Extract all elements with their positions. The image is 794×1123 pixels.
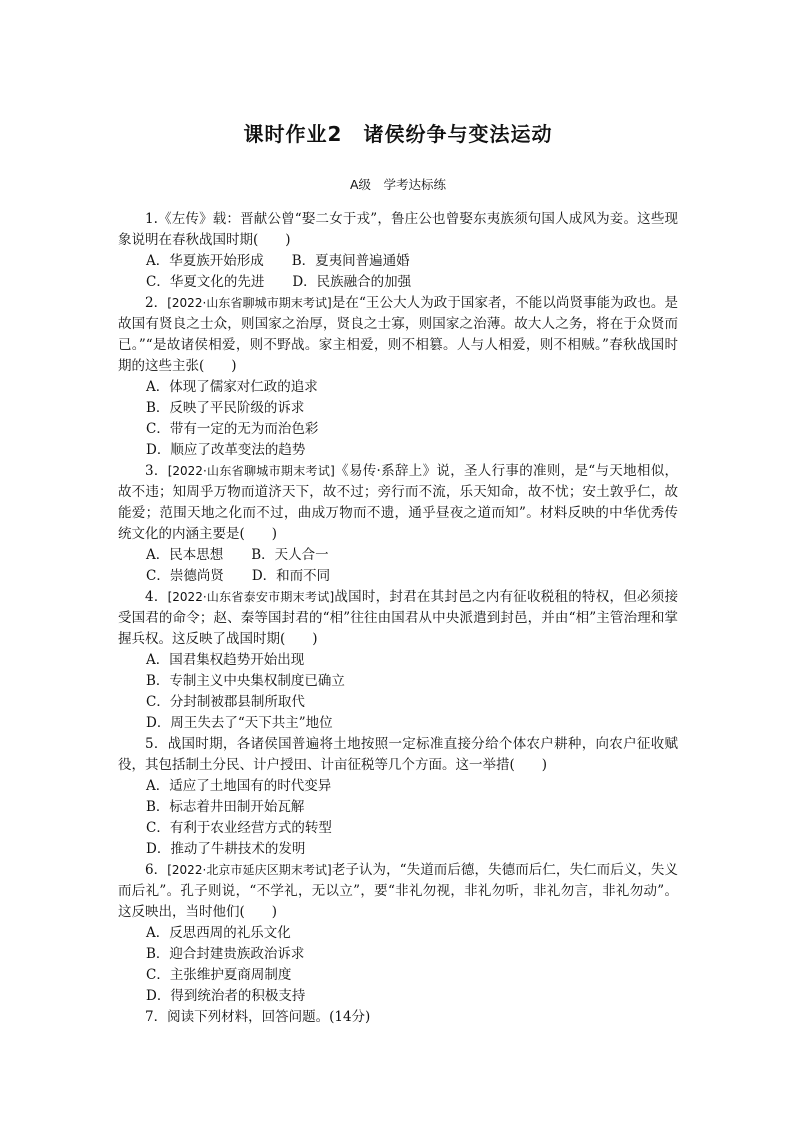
option-list bbox=[118, 650, 678, 734]
question-number: 3． bbox=[145, 463, 168, 479]
answer-option[interactable]: A．民本思想 bbox=[146, 547, 224, 563]
question-source: [2022·山东省泰安市期末考试] bbox=[167, 590, 335, 604]
answer-option[interactable]: D．得到统治者的积极支持 bbox=[146, 988, 306, 1004]
option-row bbox=[118, 692, 678, 713]
answer-option[interactable]: D．和而不同 bbox=[251, 568, 331, 584]
option-row bbox=[118, 272, 678, 293]
question-number: 2． bbox=[145, 295, 168, 311]
option-list bbox=[118, 923, 678, 1007]
answer-option[interactable]: A．国君集权趋势开始出现 bbox=[146, 652, 305, 668]
option-row bbox=[118, 440, 678, 461]
option-row bbox=[118, 398, 678, 419]
answer-option[interactable]: B．迎合封建贵族政治诉求 bbox=[146, 946, 305, 962]
question-number: 1. bbox=[145, 211, 158, 227]
option-row bbox=[118, 797, 678, 818]
question-stem bbox=[118, 293, 678, 377]
question-source: [2022·北京市延庆区期末考试] bbox=[167, 863, 332, 877]
question-text: 阅读下列材料，回答问题。(14分) bbox=[167, 1009, 371, 1025]
answer-option[interactable]: C．主张维护夏商周制度 bbox=[146, 967, 292, 983]
option-list bbox=[118, 251, 678, 293]
option-row bbox=[118, 944, 678, 965]
option-row bbox=[118, 713, 678, 734]
question-number: 6． bbox=[145, 862, 168, 878]
question-block bbox=[118, 209, 678, 293]
option-row bbox=[118, 818, 678, 839]
option-list bbox=[118, 545, 678, 587]
answer-option[interactable]: A．反思西周的礼乐文化 bbox=[146, 925, 291, 941]
question-stem bbox=[118, 587, 678, 650]
question-stem bbox=[118, 1007, 678, 1028]
answer-option[interactable]: D．周王失去了“天下共主”地位 bbox=[146, 715, 333, 731]
question-stem bbox=[118, 734, 678, 776]
question-text: 《左传》载：晋献公曾“娶二女于戎”，鲁庄公也曾娶东夷族须句国人成风为妾。这些现象说明在春秋战国时期( ) bbox=[118, 211, 678, 248]
question-text: 战国时期，各诸侯国普遍将土地按照一定标准直接分给个体农户耕种，向农户征收赋役，其包括制土分民、计户授田、计亩征税等几个方面。这一举措( ) bbox=[118, 736, 679, 773]
question-block bbox=[118, 1007, 678, 1028]
question-number: 7． bbox=[145, 1009, 168, 1025]
option-row bbox=[118, 776, 678, 797]
question-source: [2022·山东省聊城市期末考试] bbox=[167, 296, 332, 310]
answer-option[interactable]: D．顺应了改革变法的趋势 bbox=[146, 442, 306, 458]
question-stem bbox=[118, 461, 678, 545]
answer-option[interactable]: B．标志着井田制开始瓦解 bbox=[146, 799, 305, 815]
answer-option[interactable]: B．天人合一 bbox=[251, 547, 329, 563]
option-row bbox=[118, 923, 678, 944]
option-row bbox=[118, 419, 678, 440]
question-text: 老子认为，“失道而后德，失德而后仁，失仁而后义，失义而后礼”。孔子则说，“不学礼，无以立”，要“非礼勿视，非礼勿听，非礼勿言，非礼勿动”。这反映出，当时他们( ) bbox=[118, 862, 679, 920]
question-block bbox=[118, 860, 678, 1007]
option-row bbox=[118, 839, 678, 860]
answer-option[interactable]: D．民族融合的加强 bbox=[292, 274, 412, 290]
option-row bbox=[118, 545, 678, 566]
page-title: 课时作业2 诸侯纷争与变法运动 bbox=[243, 122, 553, 146]
question-block bbox=[118, 734, 678, 860]
answer-option[interactable]: C．带有一定的无为而治色彩 bbox=[146, 421, 319, 437]
question-block bbox=[118, 461, 678, 587]
question-stem bbox=[118, 209, 678, 251]
question-block bbox=[118, 587, 678, 734]
answer-option[interactable]: C．崇德尚贤 bbox=[146, 568, 224, 584]
question-number: 5． bbox=[145, 736, 168, 752]
option-row bbox=[118, 377, 678, 398]
answer-option[interactable]: C．分封制被郡县制所取代 bbox=[146, 694, 305, 710]
answer-option[interactable]: A．适应了土地国有的时代变异 bbox=[146, 778, 332, 794]
answer-option[interactable]: B．夏夷间普遍通婚 bbox=[291, 253, 410, 269]
question-number: 4． bbox=[145, 589, 168, 605]
worksheet-page bbox=[118, 118, 678, 1028]
option-row bbox=[118, 965, 678, 986]
option-list bbox=[118, 776, 678, 860]
answer-option[interactable]: A．华夏族开始形成 bbox=[146, 253, 264, 269]
option-row bbox=[118, 650, 678, 671]
answer-option[interactable]: C．华夏文化的先进 bbox=[146, 274, 265, 290]
answer-option[interactable]: D．推动了牛耕技术的发明 bbox=[146, 841, 306, 857]
option-row bbox=[118, 566, 678, 587]
option-row bbox=[118, 671, 678, 692]
answer-option[interactable]: B．专制主义中央集权制度已确立 bbox=[146, 673, 345, 689]
question-text: 是在“王公大人为政于国家者，不能以尚贤事能为政也。是故国有贤良之士众，则国家之治厚，贤良之士寡，则国家之治薄。故大人之务，将在于众贤而已。”“是故诸侯相爱，则不野战。家主相爱，则不相篡。人与人相爱，则不相贼。”春秋战国时期的这些主张( ) bbox=[118, 295, 679, 374]
option-row bbox=[118, 986, 678, 1007]
question-stem bbox=[118, 860, 678, 923]
question-list bbox=[118, 209, 678, 1028]
answer-option[interactable]: C．有利于农业经营方式的转型 bbox=[146, 820, 332, 836]
question-source: [2022·山东省聊城市期末考试] bbox=[167, 464, 335, 478]
option-row bbox=[118, 251, 678, 272]
section-heading: A级 学考达标练 bbox=[349, 177, 447, 192]
question-block bbox=[118, 293, 678, 461]
question-text: 战国时，封君在其封邑之内有征收税租的特权，但必须接受国君的命令；赵、秦等国封君的“相”往往由国君从中央派遣到封邑，并由“相”主管治理和掌握兵权。这反映了战国时期( ) bbox=[118, 589, 679, 647]
option-list bbox=[118, 377, 678, 461]
answer-option[interactable]: A．体现了儒家对仁政的追求 bbox=[146, 379, 318, 395]
answer-option[interactable]: B．反映了平民阶级的诉求 bbox=[146, 400, 305, 416]
question-text: 《易传·系辞上》说，圣人行事的准则，是“与天地相似，故不违；知周乎万物而道济天下，故不过；旁行而不流，乐天知命，故不忧；安土敦乎仁，故能爱；范围天地之化而不过，曲成万物而不遗，通乎昼夜之道而知”。材料反映的中华优秀传统文化的内涵主要是( ) bbox=[118, 463, 679, 542]
